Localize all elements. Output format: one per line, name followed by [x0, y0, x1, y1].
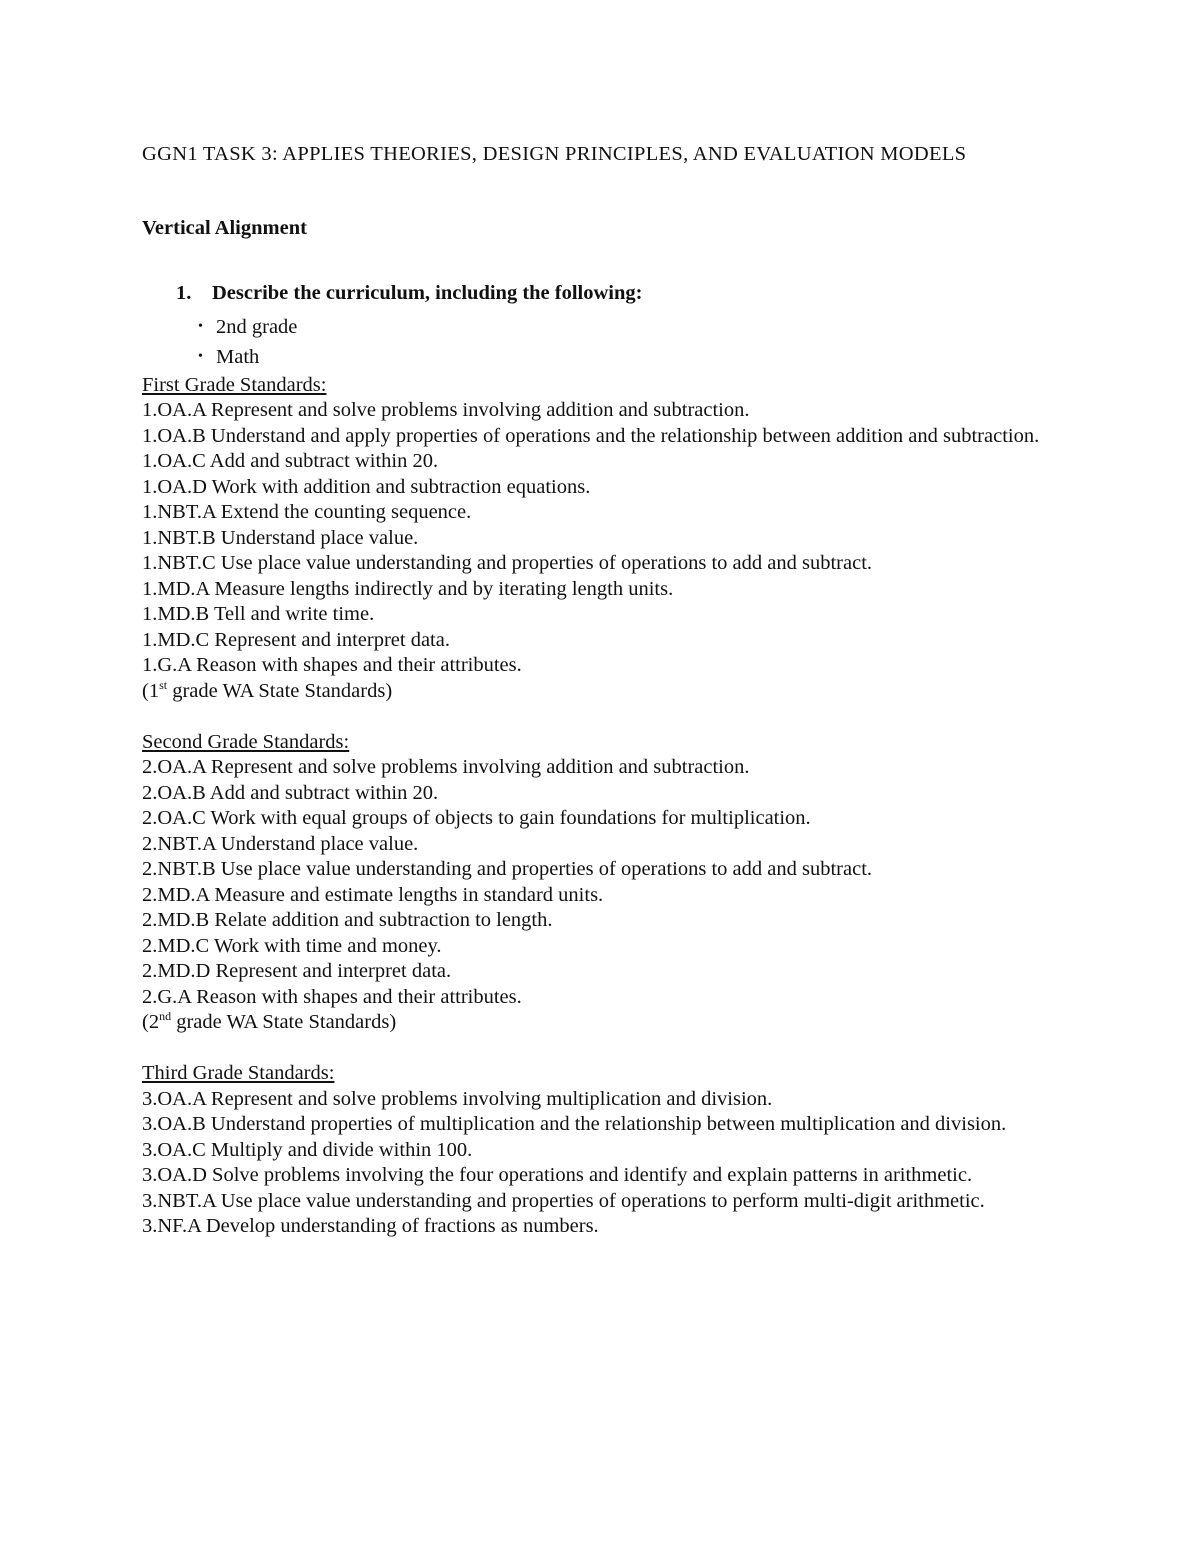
second-grade-list [142, 755, 1072, 1010]
standard-item: 1.OA.C Add and subtract within 20. [142, 450, 439, 472]
bullet-icon: • [198, 349, 203, 364]
standard-item: 2.NBT.B Use place value understanding and properties of operations to add and subtract. [142, 858, 873, 880]
standard-item: 1.MD.B Tell and write time. [142, 603, 375, 625]
standard-item: 1.OA.A Represent and solve problems involving addition and subtraction. [142, 399, 750, 421]
question-number: 1. [176, 282, 192, 304]
question-bullets [142, 312, 1072, 373]
question-list [142, 281, 1072, 307]
question-item [142, 281, 1072, 307]
second-grade-section [142, 730, 1072, 1036]
standard-item: 2.NBT.A Understand place value. [142, 832, 419, 855]
standard-item: 1.NBT.B Understand place value. [142, 526, 419, 549]
standard-item: 3.NF.A Develop understanding of fractions as numbers. [142, 1215, 599, 1237]
standard-item: 1.OA.B Understand and apply properties of operations and the relationship between addition and subtraction. [142, 424, 1040, 447]
bullet-text: 2nd grade [216, 315, 298, 338]
second-grade-source: (2nd grade WA State Standards) [142, 1009, 397, 1033]
document-page [142, 142, 1072, 1240]
spacer [142, 704, 1072, 730]
standard-item: 2.MD.A Measure and estimate lengths in standard units. [142, 883, 604, 906]
bullet-icon: • [198, 318, 203, 334]
standard-item: 3.OA.A Represent and solve problems involving multiplication and division. [142, 1087, 773, 1110]
standard-item: 2.OA.A Represent and solve problems involving addition and subtraction. [142, 756, 750, 778]
question-text: Describe the curriculum, including the following: [212, 282, 643, 304]
first-grade-source: (1st grade WA State Standards) [142, 677, 393, 702]
standard-item: 1.NBT.C Use place value understanding and properties of operations to add and subtract. [142, 552, 873, 574]
standard-item: 3.NBT.A Use place value understanding and properties of operations to perform multi-digit arithmetic. [142, 1189, 985, 1212]
standard-item: 2.OA.B Add and subtract within 20. [142, 781, 439, 804]
third-grade-section [142, 1061, 1072, 1240]
standard-item: 3.OA.C Multiply and divide within 100. [142, 1138, 473, 1161]
third-grade-list [142, 1087, 1072, 1240]
standard-item: 1.G.A Reason with shapes and their attributes. [142, 654, 522, 676]
bullet-text: Math [216, 346, 260, 368]
standard-item: 1.MD.C Represent and interpret data. [142, 628, 450, 651]
standard-item: 3.OA.D Solve problems involving the four operations and identify and explain patterns in arithmetic. [142, 1164, 973, 1186]
standard-item: 2.MD.B Relate addition and subtraction to length. [142, 909, 553, 931]
standard-item: 2.MD.D Represent and interpret data. [142, 960, 452, 982]
standard-item: 1.MD.A Measure lengths indirectly and by iterating length units. [142, 577, 674, 600]
second-grade-heading: Second Grade Standards: [142, 730, 350, 753]
standard-item: 2.OA.C Work with equal groups of objects to gain foundations for multiplication. [142, 807, 811, 829]
standard-item: 3.OA.B Understand properties of multiplication and the relationship between multiplication and division. [142, 1113, 1007, 1135]
first-grade-heading: First Grade Standards: [142, 373, 327, 396]
standard-item: 1.OA.D Work with addition and subtraction equations. [142, 475, 591, 498]
document-title: GGN1 TASK 3: APPLIES THEORIES, DESIGN PRINCIPLES, AND EVALUATION MODELS [142, 143, 967, 165]
standard-item: 2.MD.C Work with time and money. [142, 934, 442, 957]
section-heading: Vertical Alignment [142, 216, 307, 239]
third-grade-heading: Third Grade Standards: [142, 1062, 335, 1084]
first-grade-section [142, 373, 1072, 705]
standard-item: 2.G.A Reason with shapes and their attributes. [142, 985, 522, 1008]
bullet-item [198, 312, 1072, 343]
first-grade-list [142, 398, 1072, 679]
bullet-item [198, 342, 1072, 373]
spacer [142, 1036, 1072, 1062]
standard-item: 1.NBT.A Extend the counting sequence. [142, 501, 472, 523]
